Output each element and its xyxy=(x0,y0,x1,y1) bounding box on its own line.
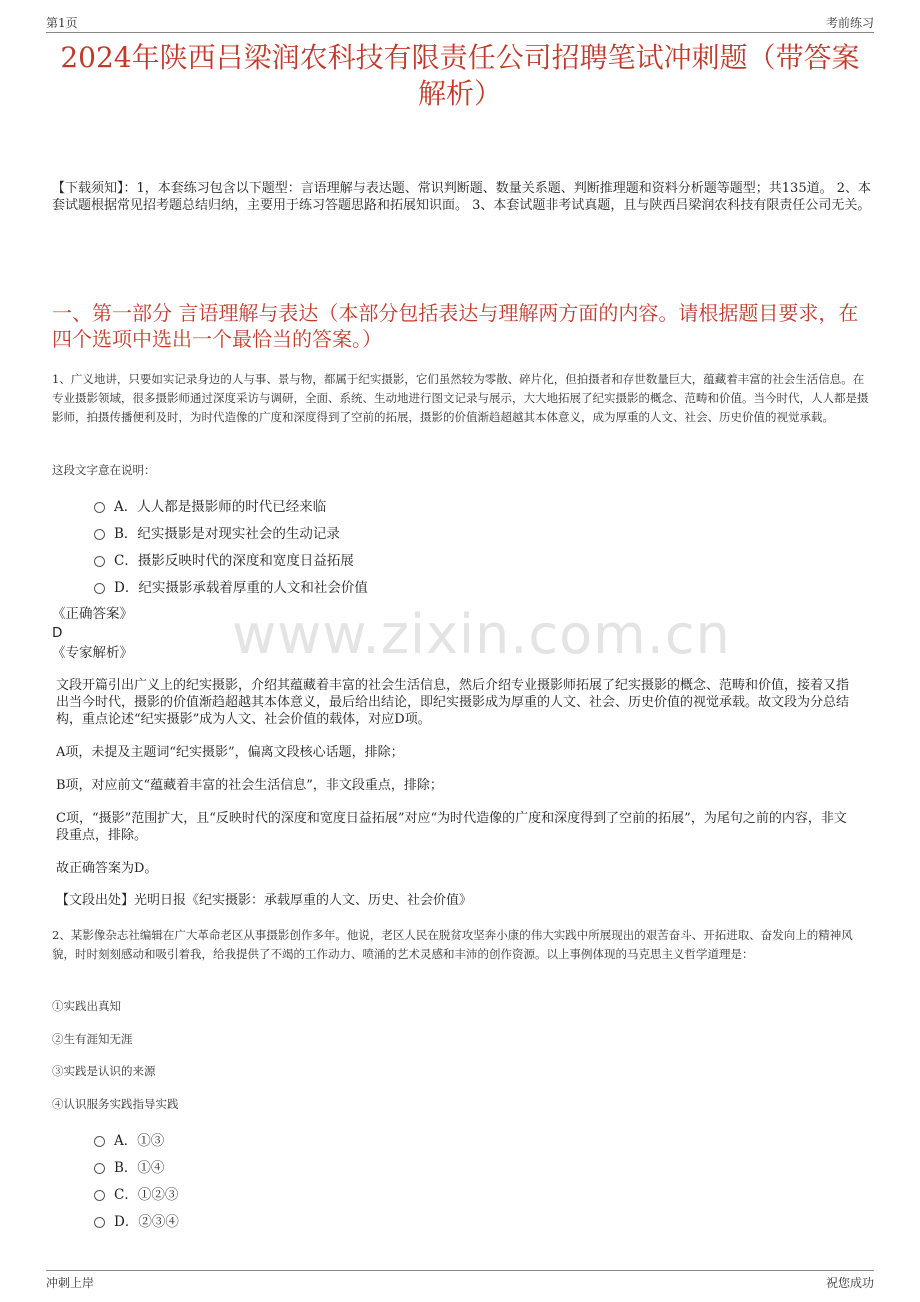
option-label: C．①②③ xyxy=(114,1186,179,1203)
analysis-conclusion: 故正确答案为D。 xyxy=(56,861,158,876)
option-label: C．摄影反映时代的深度和宽度日益拓展 xyxy=(114,552,354,569)
question-2-option-c[interactable] xyxy=(94,1179,794,1206)
radio-icon[interactable] xyxy=(94,556,105,567)
radio-icon[interactable] xyxy=(94,583,105,594)
answer-label: 《正确答案》 xyxy=(52,606,133,622)
question-1-prompt: 这段文字意在说明： xyxy=(52,463,156,477)
option-label: A．①③ xyxy=(114,1132,165,1149)
option-label: D．②③④ xyxy=(114,1213,179,1230)
footer-right-label: 祝您成功 xyxy=(825,1276,874,1290)
question-2-stem: 2、某影像杂志社编辑在广大革命老区从事摄影创作多年。他说，老区人民在脱贫攻坚奔小康的伟大实践中所展现出的艰苦奋斗、开拓进取、奋发向上的精神风貌，时时刻刻感动和吸引着我，给我提供了不竭的工作动力、喷涌的艺术灵感和丰沛的创作资源。以上事例体现的马克思主义哲学道理是： xyxy=(52,928,853,961)
question-1-options xyxy=(94,491,794,599)
question-2-option-d[interactable] xyxy=(94,1206,794,1233)
analysis-option-c: C项，“摄影”范围扩大，且“反映时代的深度和宽度日益拓展”对应“为时代造像的广度和深度得到了空前的拓展”，为尾句之前的内容，非文段重点，排除。 xyxy=(56,811,847,843)
question-1-option-a[interactable] xyxy=(94,491,794,518)
header-label: 考前练习 xyxy=(825,16,874,30)
question-2-option-a[interactable] xyxy=(94,1125,794,1152)
option-label: B．①④ xyxy=(114,1159,165,1176)
page-header xyxy=(46,12,874,33)
watermark: www.zixin.com.cn xyxy=(232,603,731,666)
analysis-option-b: B项，对应前文“蕴藏着丰富的社会生活信息”，非文段重点，排除； xyxy=(56,778,443,793)
page-footer xyxy=(46,1270,874,1293)
analysis-source: 【文段出处】光明日报《纪实摄影：承载厚重的人文、历史、社会价值》 xyxy=(56,893,473,908)
question-2-item-2: ②生有涯知无涯 xyxy=(52,1032,133,1046)
radio-icon[interactable] xyxy=(94,1190,105,1201)
question-2-option-b[interactable] xyxy=(94,1152,794,1179)
question-1-option-c[interactable] xyxy=(94,545,794,572)
radio-icon[interactable] xyxy=(94,1136,105,1147)
page-number: 第1页 xyxy=(46,16,78,30)
analysis-label: 《专家解析》 xyxy=(52,645,133,661)
analysis-paragraph: 文段开篇引出广义上的纪实摄影，介绍其蕴藏着丰富的社会生活信息，然后介绍专业摄影师拓展了纪实摄影的概念、范畴和价值，接着又指出当今时代，摄影的价值渐趋超越其本体意义，最后给出结论，即纪实摄影成为厚重的人文、社会、历史价值的视觉承载。故文段为分总结构，重点论述“纪实摄影”成为人文、社会价值的载体，对应D项。 xyxy=(56,678,850,727)
footer-left-label: 冲刺上岸 xyxy=(46,1276,95,1290)
section-heading: 一、第一部分 言语理解与表达（本部分包括表达与理解两方面的内容。请根据题目要求，在四个选项中选出一个最恰当的答案。） xyxy=(52,301,859,351)
question-2-item-3: ③实践是认识的来源 xyxy=(52,1064,156,1078)
question-2-item-1: ①实践出真知 xyxy=(52,999,121,1013)
radio-icon[interactable] xyxy=(94,502,105,513)
question-2-options xyxy=(94,1125,794,1233)
question-1-option-b[interactable] xyxy=(94,518,794,545)
option-label: B．纪实摄影是对现实社会的生动记录 xyxy=(114,525,340,542)
question-1-stem: 1、广义地讲，只要如实记录身边的人与事、景与物，都属于纪实摄影，它们虽然较为零散、碎片化，但拍摄者和存世数量巨大，蕴藏着丰富的社会生活信息。在专业摄影领域，很多摄影师通过深度采访与调研，全面、系统、生动地进行图文记录与展示，大大地拓展了纪实摄影的概念、范畴和价值。当今时代，人人都是摄影师，拍摄传播便利及时，为时代造像的广度和深度得到了空前的拓展，摄影的价值渐趋超越其本体意义，成为厚重的人文、社会、历史价值的视觉承载。 xyxy=(52,372,869,424)
radio-icon[interactable] xyxy=(94,1163,105,1174)
option-label: A．人人都是摄影师的时代已经来临 xyxy=(114,498,327,515)
radio-icon[interactable] xyxy=(94,529,105,540)
option-label: D．纪实摄影承载着厚重的人文和社会价值 xyxy=(114,579,368,596)
download-notice: 【下载须知】：1，本套练习包含以下题型：言语理解与表达题、常识判断题、数量关系题、判断推理题和资料分析题等题型；共135道。 2、本套试题根据常见招考题总结归纳，主要用于练习答题思路和拓展知识面。 3、本套试题非考试真题，且与陕西吕梁润农科技有限责任公司无关。 xyxy=(52,181,871,213)
radio-icon[interactable] xyxy=(94,1217,105,1228)
question-1-option-d[interactable] xyxy=(94,572,794,599)
question-2-item-4: ④认识服务实践指导实践 xyxy=(52,1097,179,1111)
answer-value: D xyxy=(52,625,63,641)
analysis-option-a: A项，未提及主题词“纪实摄影”，偏离文段核心话题，排除； xyxy=(56,745,404,760)
document-title: 2024年陕西吕梁润农科技有限责任公司招聘笔试冲刺题（带答案解析） xyxy=(60,41,860,110)
